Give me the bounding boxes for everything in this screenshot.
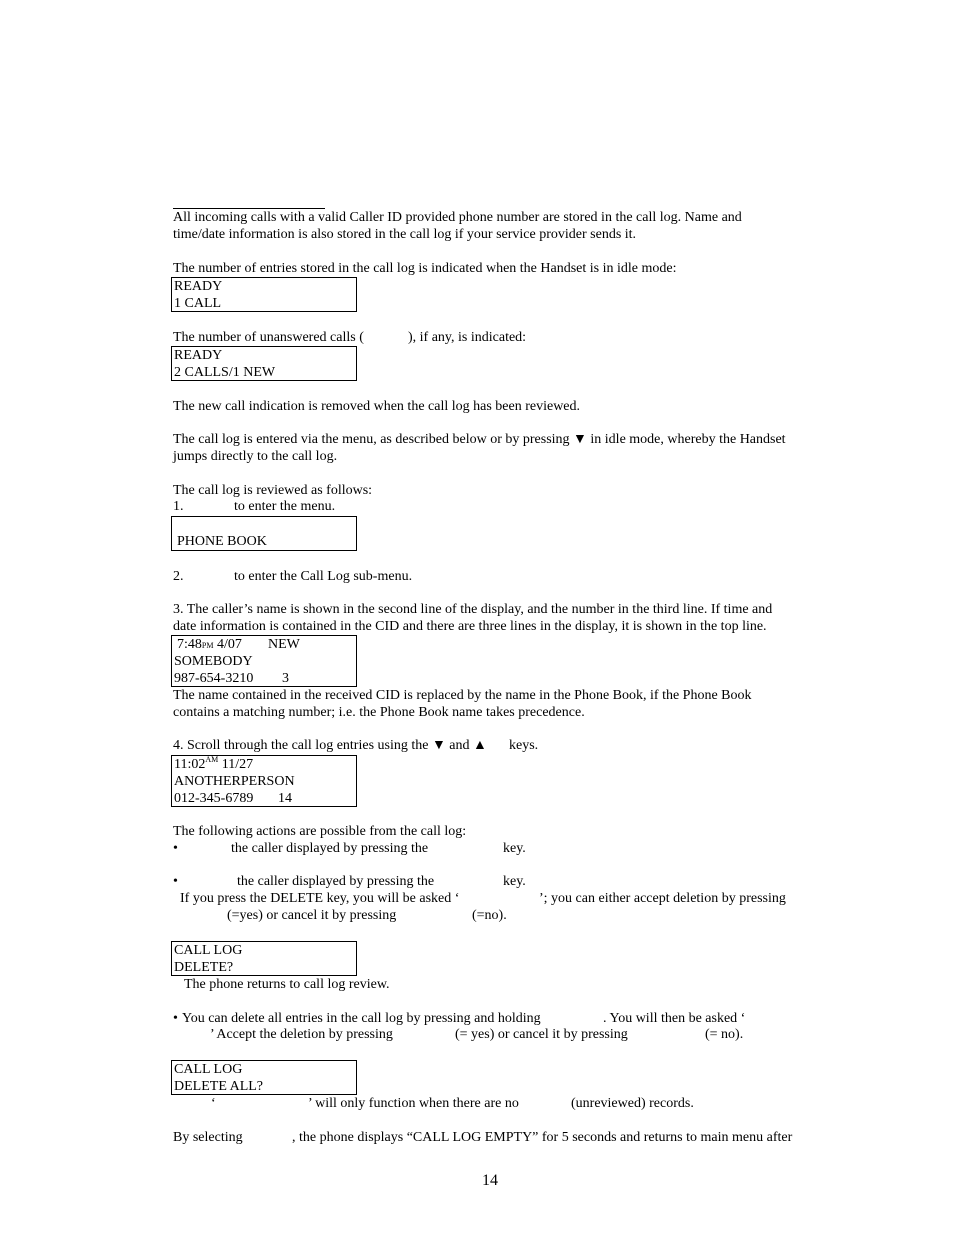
step-2-number: 2. (173, 569, 184, 584)
display-delete-all (171, 1060, 357, 1095)
delete-key-line-2a: (=yes) or cancel it by pressing (227, 908, 397, 923)
delete-key-line-1a: If you press the DELETE key, you will be asked ‘ (180, 891, 460, 906)
only-function-text: ’ will only function when there are no (308, 1096, 519, 1111)
display-phone-book (171, 516, 357, 551)
delete-key-line-1b: ’; you can either accept deletion by pressing (539, 891, 786, 906)
display-line: READY (174, 348, 223, 363)
step-3-line-2: date information is contained in the CID and there are three lines in the display, it is shown in the top line. (173, 619, 767, 634)
display-caller-name: ANOTHERPERSON (174, 774, 295, 789)
display-line: 1 CALL (174, 296, 222, 311)
display-call-count: 14 (278, 791, 292, 806)
page-number: 14 (482, 1172, 498, 1189)
display-time: 7:48 (177, 637, 202, 652)
step-3-line-1: 3. The caller’s name is shown in the second line of the display, and the number in the third line. If time and (173, 602, 773, 617)
display-time-line (174, 756, 253, 774)
actions-heading: The following actions are possible from the call log: (173, 824, 467, 839)
step-4-keys: keys. (509, 738, 539, 753)
display-caller-number: 012-345-6789 (174, 791, 254, 806)
name-note-line-2: contains a matching number; i.e. the Phone Book name takes precedence. (173, 705, 585, 720)
bullet-2-dot: • (173, 874, 178, 889)
display-caller-anotherperson (171, 755, 357, 807)
bullet-1-text: the caller displayed by pressing the (231, 841, 429, 856)
bullet-2-key: key. (503, 874, 526, 889)
bullet-2-text: the caller displayed by pressing the (237, 874, 435, 889)
display-idle-1call (171, 277, 357, 312)
display-caller-name: SOMEBODY (174, 654, 253, 669)
step-2-text: to enter the Call Log sub-menu. (234, 569, 413, 584)
display-date: 11/27 (221, 757, 254, 772)
step-4-text: 4. Scroll through the call log entries using the ▼ and ▲ (173, 738, 487, 753)
entries-note: The number of entries stored in the call log is indicated when the Handset is in idle mode: (173, 261, 677, 276)
entered-line-2: jumps directly to the call log. (173, 449, 338, 464)
delete-all-line-1a: You can delete all entries in the call log by pressing and holding (182, 1011, 541, 1026)
display-caller-number: 987-654-3210 (174, 671, 254, 686)
bullet-1-key: key. (503, 841, 526, 856)
display-line: CALL LOG (174, 1062, 243, 1077)
entered-line-1: The call log is entered via the menu, as described below or by pressing ▼ in idle mode, whereby the Handset (173, 432, 786, 447)
delete-all-bullet: • (173, 1011, 178, 1026)
reviewed-heading: The call log is reviewed as follows: (173, 483, 373, 498)
display-caller-somebody (171, 635, 357, 687)
delete-key-line-2b: (=no). (472, 908, 507, 923)
display-line: DELETE ALL? (174, 1079, 264, 1094)
step-1-text: to enter the menu. (234, 499, 336, 514)
display-line: CALL LOG (174, 943, 243, 958)
only-function-tail: (unreviewed) records. (571, 1096, 694, 1111)
selecting-b: , the phone displays “CALL LOG EMPTY” for 5 seconds and returns to main menu after (292, 1130, 793, 1145)
intro-line-2: time/date information is also stored in the call log if your service provider sends it. (173, 227, 637, 242)
delete-all-line-2c: (= no). (705, 1027, 744, 1042)
display-call-count: 3 (282, 671, 289, 686)
selecting-a: By selecting (173, 1130, 243, 1145)
display-ampm: PM (201, 641, 214, 650)
display-time-line (177, 636, 242, 654)
display-ampm: AM (205, 755, 219, 764)
delete-all-line-2a: ’ Accept the deletion by pressing (210, 1027, 393, 1042)
display-line: DELETE? (174, 960, 234, 975)
unanswered-after: ), if any, is indicated: (408, 330, 527, 345)
returns-note: The phone returns to call log review. (184, 977, 390, 992)
bullet-1-dot: • (173, 841, 178, 856)
step-1-number: 1. (173, 499, 184, 514)
only-function-open-quote: ‘ (211, 1096, 216, 1111)
display-idle-new (171, 346, 357, 381)
intro-line-1: All incoming calls with a valid Caller ID provided phone number are stored in the call log. Name and (173, 210, 742, 225)
display-line: 2 CALLS/1 NEW (174, 365, 276, 380)
name-note-line-1: The name contained in the received CID is replaced by the name in the Phone Book, if the Phone Book (173, 688, 752, 703)
display-new-flag: NEW (268, 637, 300, 652)
display-date: 4/07 (216, 637, 242, 652)
display-line: READY (174, 279, 223, 294)
display-delete (171, 941, 357, 976)
delete-all-line-2b: (= yes) or cancel it by pressing (455, 1027, 628, 1042)
new-removed-note: The new call indication is removed when the call log has been reviewed. (173, 399, 581, 414)
delete-all-line-1b: . You will then be asked ‘ (603, 1011, 746, 1026)
display-time: 11:02 (174, 757, 206, 772)
unanswered-before: The number of unanswered calls ( (173, 330, 364, 345)
display-line: PHONE BOOK (177, 534, 267, 549)
